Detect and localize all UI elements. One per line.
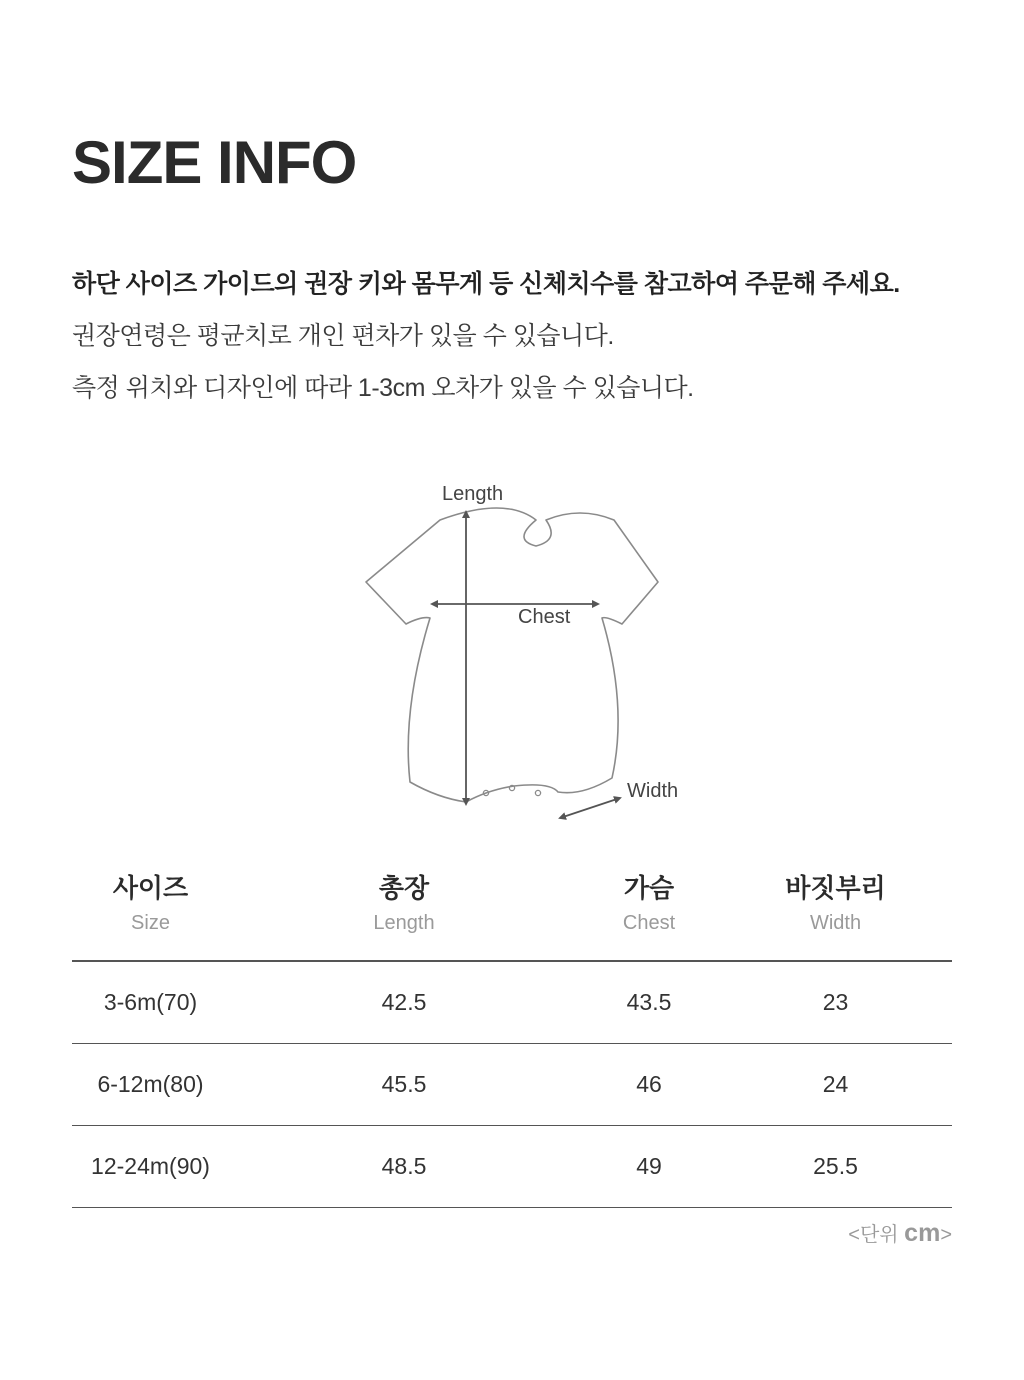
header-chest-en: Chest: [622, 912, 676, 934]
romper-measurement-diagram: [340, 478, 720, 828]
header-length-en: Length: [373, 912, 435, 934]
size-cell: 6-12m(80): [72, 1044, 229, 1126]
unit-prefix: <단위: [848, 1224, 905, 1246]
header-length-ko: 총장: [378, 873, 430, 903]
header-width: [719, 862, 952, 961]
size-cell: 3-6m(70): [72, 961, 229, 1044]
width-cell: 24: [719, 1044, 952, 1126]
size-table: [72, 862, 952, 1208]
note-tolerance: 측정 위치와 디자인에 따라 1-3cm 오차가 있을 수 있습니다.: [72, 374, 694, 402]
header-size: [72, 862, 229, 961]
header-width-ko: 바짓부리: [785, 873, 886, 903]
length-label: Length: [442, 483, 504, 505]
table-row: [72, 961, 952, 1044]
header-length: [229, 862, 579, 961]
header-chest: [579, 862, 719, 961]
note-recommendation: 하단 사이즈 가이드의 권장 키와 몸무게 등 신체치수를 참고하여 주문해 주세요.: [72, 270, 900, 298]
length-cell: 45.5: [229, 1044, 579, 1126]
width-cell: 25.5: [719, 1126, 952, 1208]
width-arrow: [560, 798, 620, 818]
unit-note: [848, 1218, 952, 1248]
unit-suffix: >: [940, 1224, 952, 1246]
header-chest-ko: 가슴: [623, 873, 675, 903]
unit-value: cm: [904, 1219, 941, 1247]
header-width-en: Width: [809, 912, 862, 934]
note-age: 권장연령은 평균치로 개인 편차가 있을 수 있습니다.: [72, 322, 614, 350]
size-table-header: [72, 862, 952, 961]
chest-cell: 43.5: [579, 961, 719, 1044]
header-size-ko: 사이즈: [112, 873, 189, 903]
size-cell: 12-24m(90): [72, 1126, 229, 1208]
chest-cell: 49: [579, 1126, 719, 1208]
romper-outline-illustration: [340, 478, 720, 828]
table-row: [72, 1044, 952, 1126]
chest-cell: 46: [579, 1044, 719, 1126]
length-cell: 48.5: [229, 1126, 579, 1208]
width-cell: 23: [719, 961, 952, 1044]
width-label: Width: [627, 780, 679, 802]
page-title: SIZE INFO: [72, 129, 357, 196]
table-row: [72, 1126, 952, 1208]
size-notes: [72, 258, 900, 414]
header-size-en: Size: [131, 912, 170, 934]
romper-outline: [366, 508, 658, 802]
snap-button: [535, 790, 540, 795]
length-cell: 42.5: [229, 961, 579, 1044]
chest-label: Chest: [518, 606, 571, 628]
